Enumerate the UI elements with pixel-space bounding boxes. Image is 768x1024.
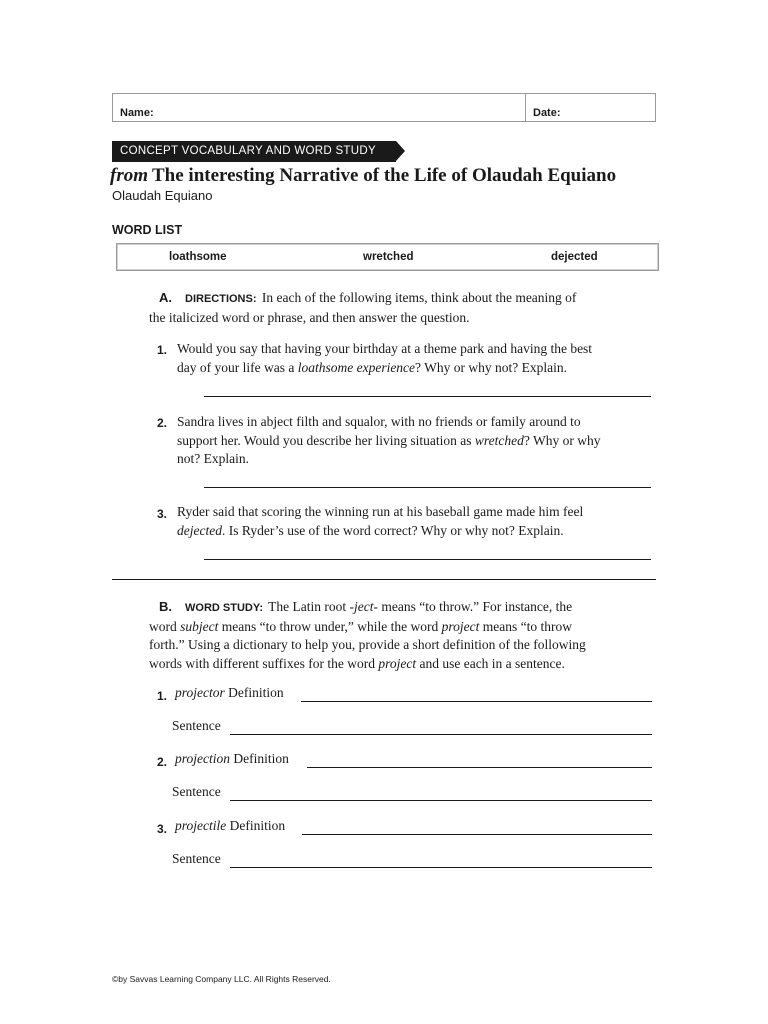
definition-row-1 [175,685,284,701]
title-from: from [110,165,148,186]
definition-row-2 [175,751,289,767]
answer-line-2[interactable] [204,487,651,488]
date-label: Date: [533,107,561,119]
word-list-item: dejected [551,251,598,263]
title-text: The interesting Narrative of the Life of Olaudah Equiano [152,165,617,186]
banner-arrow-icon [396,141,405,161]
section-b-letter: B. [159,599,172,614]
sentence-label: Sentence [172,718,221,733]
question-number: 1. [157,343,168,357]
word-list-box [116,243,659,271]
answer-line-3[interactable] [204,559,651,560]
answer-line-1[interactable] [204,396,651,397]
definition-label: Definition [229,818,286,833]
definition-row-3 [175,818,285,834]
name-field[interactable] [113,94,526,121]
sentence-label: Sentence [172,851,221,866]
definition-line-2[interactable] [307,767,652,768]
word-study-label: WORD STUDY: [185,602,264,614]
vocab-word: projection [175,751,230,766]
word-list-heading: WORD LIST [112,223,183,237]
section-a-letter: A. [159,290,172,305]
question-number: 2. [157,416,168,430]
question-number: 3. [157,822,168,836]
definition-line-1[interactable] [301,701,652,702]
copyright-footer: ©by Savvas Learning Company LLC. All Rights Reserved. [112,974,331,984]
vocab-word: projectile [175,818,227,833]
question-number: 3. [157,507,168,521]
word-list-item: wretched [363,251,414,263]
vocab-word: projector [175,685,225,700]
author-name: Olaudah Equiano [112,188,213,203]
question-number: 1. [157,689,168,703]
question-number: 2. [157,755,168,769]
definition-line-3[interactable] [302,834,652,835]
sentence-line-1[interactable] [230,734,652,735]
section-divider [112,579,656,580]
date-field[interactable] [526,94,655,121]
page-title [110,165,616,187]
section-a-directions: DIRECTIONS: In each of the following items, think about the meaning of the italicized word or phrase, and then answer the question. [149,290,577,325]
definition-label: Definition [233,751,289,766]
word-list-item: loathsome [169,251,227,263]
sentence-line-2[interactable] [230,800,652,801]
section-b-directions: WORD STUDY: The Latin root -ject- means “to throw.” For instance, the word subject means “to throw under,” while the word project means “to throw forth.” Using a dictionary to help you, provide a short definition of the following words with different suffixes for the word project and use each in a sentence. [149,599,586,671]
name-date-box [112,93,656,122]
name-label: Name: [120,107,154,119]
sentence-label: Sentence [172,784,221,799]
question-1-text: Would you say that having your birthday at a theme park and having the best day of your life was a loathsome experience? Why or why not? Explain. [177,341,593,375]
directions-label: DIRECTIONS: [185,293,257,305]
section-banner: CONCEPT VOCABULARY AND WORD STUDY [112,141,396,162]
sentence-line-3[interactable] [230,867,652,868]
question-3-text: Ryder said that scoring the winning run at his baseball game made him feel dejected. Is Ryder’s use of the word correct? Why or why not? Explain. [177,504,584,538]
question-2-text: Sandra lives in abject filth and squalor, with no friends or family around to support her. Would you describe her living situation as wretched? Why or why not? Explain. [177,414,601,466]
definition-label: Definition [228,685,284,700]
